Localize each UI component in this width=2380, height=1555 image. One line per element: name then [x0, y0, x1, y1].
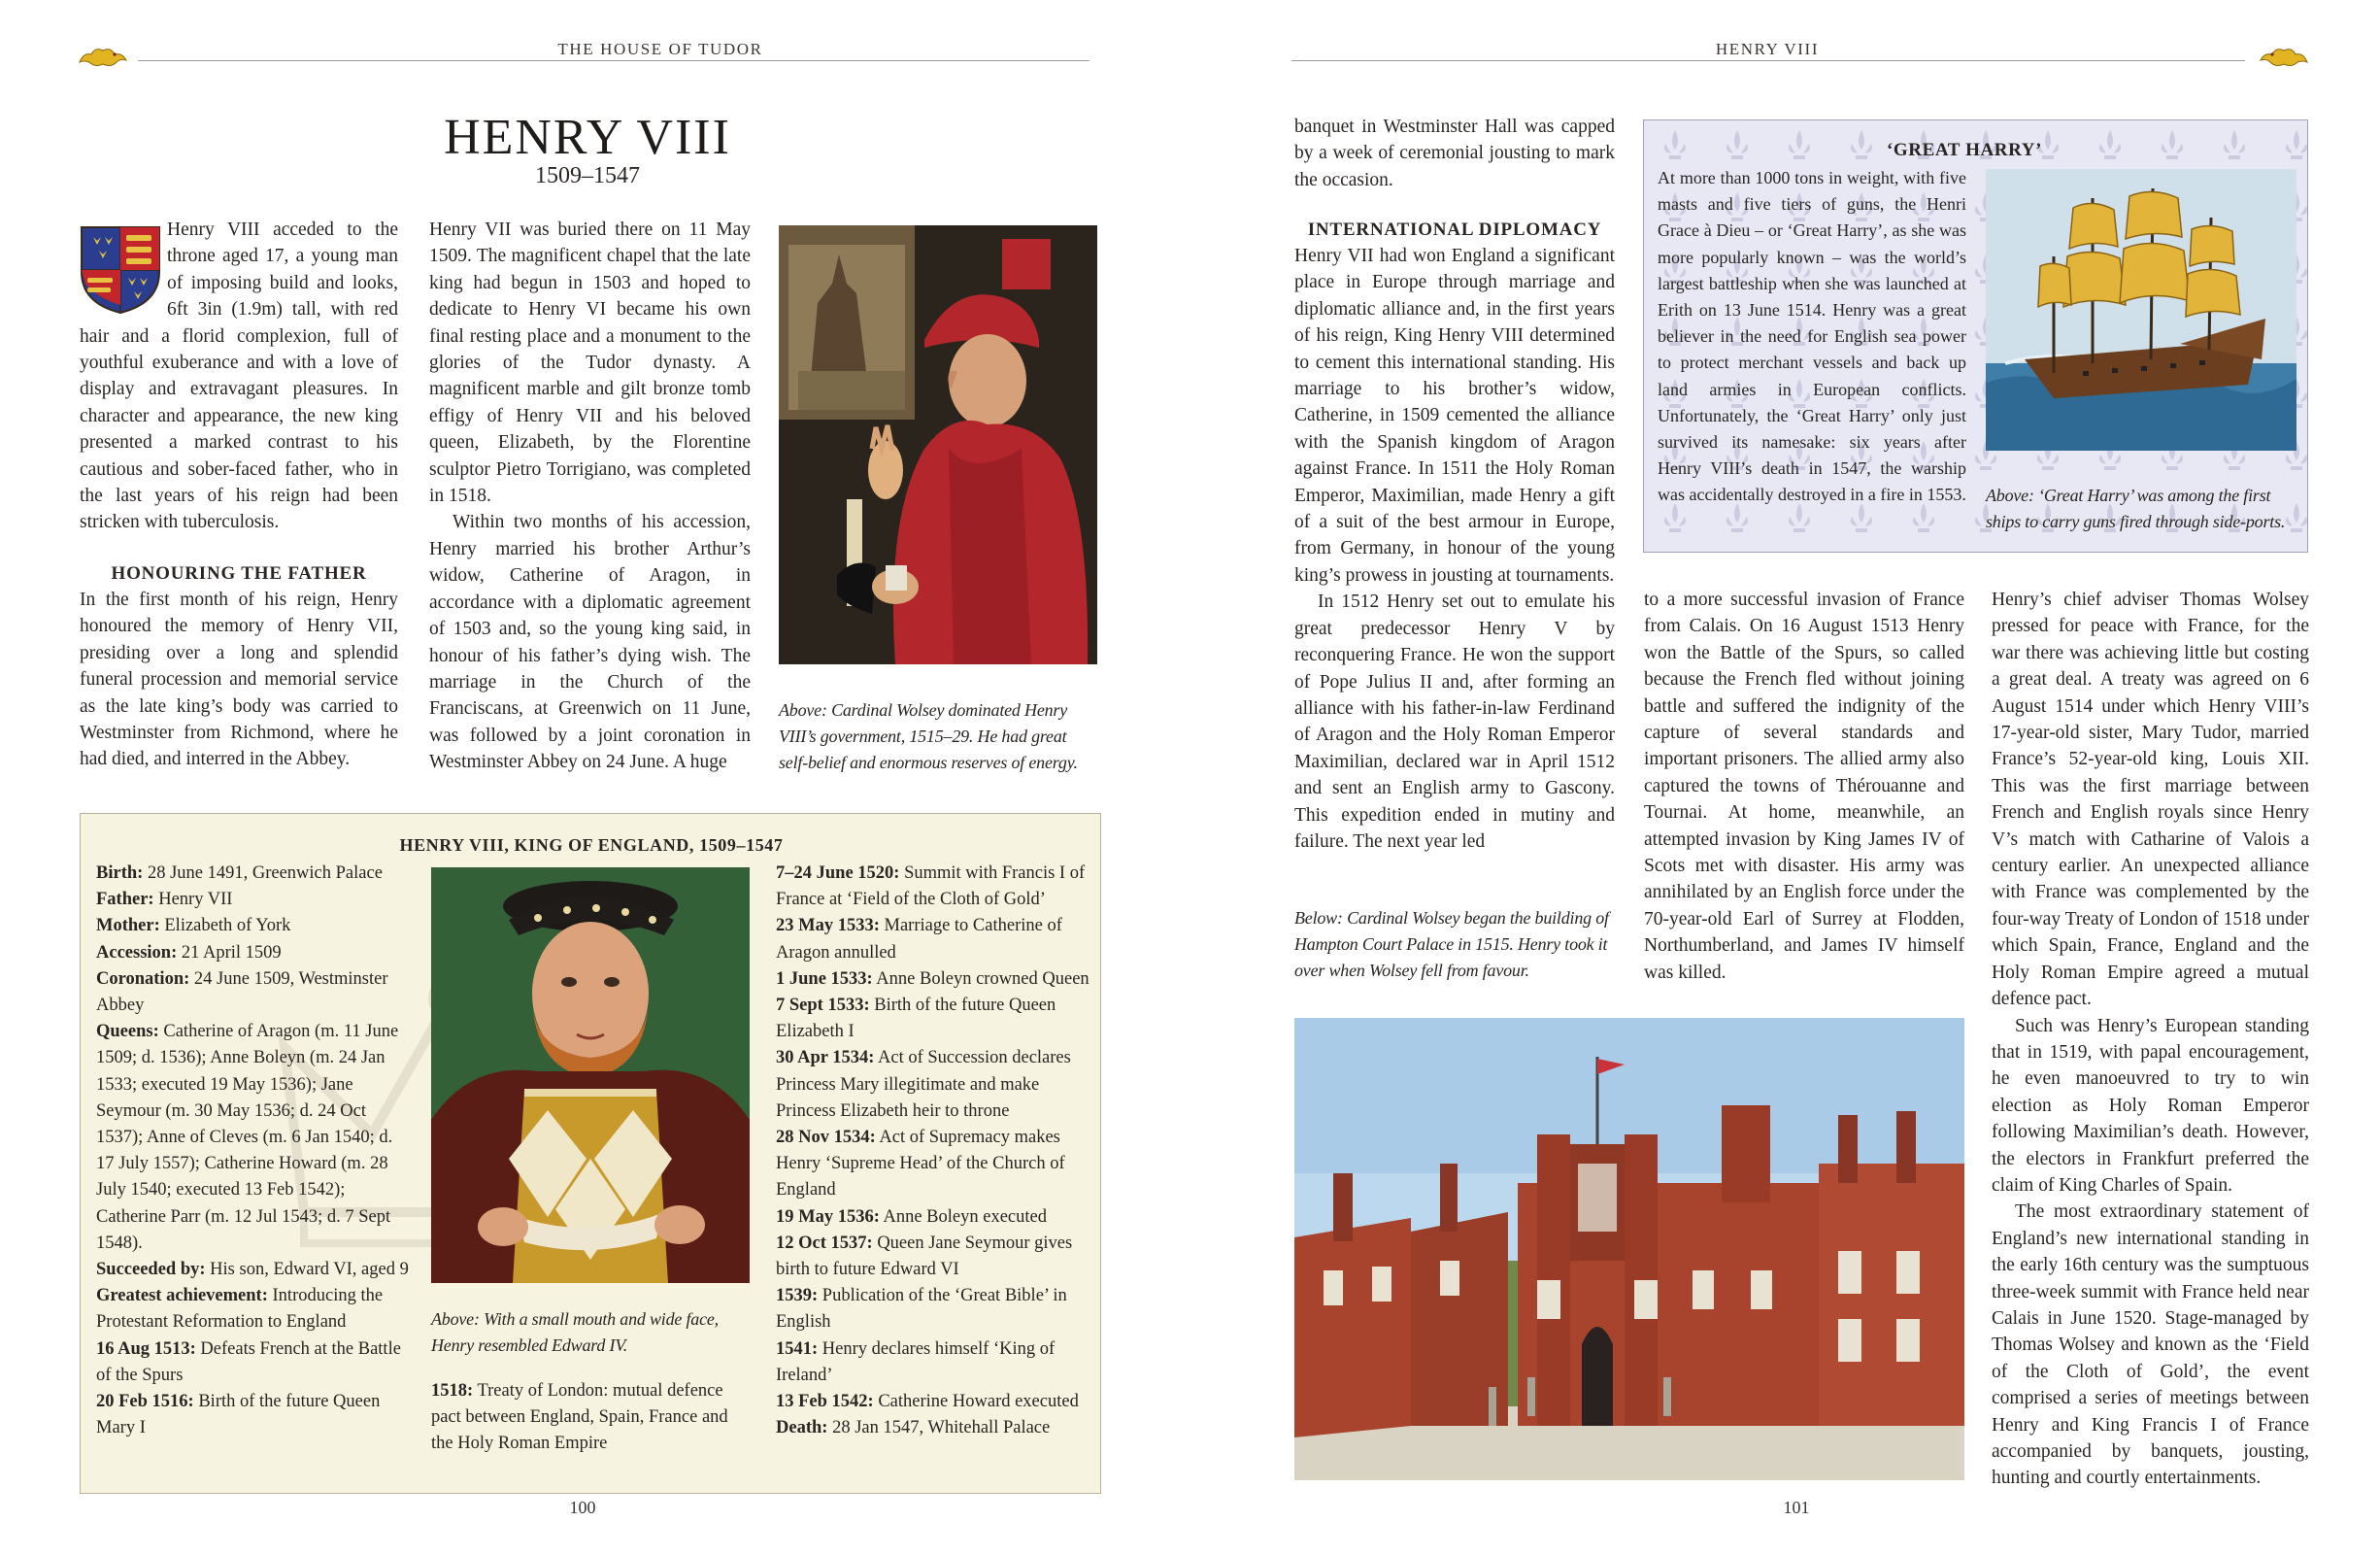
- timeline-entry: [776, 1231, 1092, 1283]
- timeline-text: Treaty of London: mutual defence pact between England, Spain, France and the Holy Roman Empire: [431, 1381, 728, 1454]
- timeline-entry: [96, 1257, 409, 1283]
- timeline-entry: [776, 1125, 1092, 1204]
- timeline-entry: [776, 1204, 1092, 1231]
- timeline-label: Father:: [96, 890, 154, 910]
- timeline-text: Act of Supremacy makes Henry ‘Supreme Head’ of the Church of England: [776, 1128, 1065, 1200]
- timeline-label: 1518:: [431, 1381, 474, 1401]
- wolsey-portrait: [779, 225, 1097, 664]
- invasion-paragraph: In 1512 Henry set out to emulate his great predecessor Henry V by reconquering France. He won the support of Pope Julius II and, after forming an alliance with his father-in-law Ferdinand of Aragon and the Holy Roman Emperor Maximilian, declared war in April 1512 and sent an English army to Gascony. This expedition ended in mutiny and failure. The next year led: [1294, 592, 1615, 852]
- wolsey-caption: Above: Cardinal Wolsey dominated Henry VIII’s government, 1515–29. He had great self-belief and enormous reserves of energy.: [779, 700, 1078, 772]
- summit-paragraph: The most extraordinary statement of England’s new international standing in the early 16th century was the sumptuous three-week summit with France held near Calais in June 1520. Stage-managed by Thomas Wolsey and known as the ‘Field of the Cloth of Gold’, the event comprised a series of meetings between Henry and King Francis I of France accompanied by banquets, jousting, hunting and courtly entertainments.: [1992, 1201, 2309, 1489]
- spurs-paragraph: to a more successful invasion of France from Calais. On 16 August 1513 Henry won the Battle of the Spurs, so called because the French fled without joining battle and suffered the indignity of the capture of several standards and important prisoners. The allied army also captured the towns of Thérouanne and Tournai. At home, meanwhile, an attempted invasion by King James IV of Scots met with disaster. His army was annihilated by an English force under the 70-year-old Earl of Surrey at Flodden, Northumberland, and James IV himself was killed.: [1644, 590, 1964, 983]
- arms-float: [80, 217, 167, 310]
- timeline-entry: [96, 1019, 409, 1257]
- right-running-head: HENRY VIII: [1715, 40, 1820, 58]
- portrait-caption: Above: With a small mouth and wide face, Henry resembled Edward IV.: [431, 1309, 719, 1355]
- timeline-label: 23 May 1533:: [776, 916, 880, 936]
- great-harry-ship-image: [1986, 169, 2296, 451]
- timeline-label: 30 Apr 1534:: [776, 1048, 875, 1068]
- timeline-text: Act of Succession declares Princess Mary illegitimate and make Princess Elizabeth heir to throne: [776, 1048, 1071, 1121]
- honouring-column: [80, 587, 398, 773]
- timeline-entry: [96, 966, 409, 1019]
- timeline-text: Elizabeth of York: [159, 916, 291, 936]
- timeline-entry: [776, 1336, 1092, 1389]
- timeline-entry: [96, 1389, 409, 1441]
- reign-years: 1509–1547: [535, 163, 640, 188]
- heraldic-beast-icon: [78, 45, 128, 70]
- timeline-entry: [776, 913, 1092, 965]
- timeline-text: Marriage to Catherine of Aragon annulled: [776, 916, 1062, 963]
- timeline-text: Defeats French at the Battle of the Spurs: [96, 1338, 401, 1385]
- heraldic-beast-icon: [2259, 45, 2309, 70]
- timeline-text: 24 June 1509, Westminster Abbey: [96, 968, 388, 1016]
- right-page-header: [1291, 37, 2313, 66]
- panel-col2-extra: [431, 1378, 752, 1458]
- left-header-rule: [138, 60, 1089, 61]
- timeline-entry: [96, 940, 409, 966]
- ship-box-text: At more than 1000 tons in weight, with five masts and five tiers of guns, the Henri Grace à Dieu – or ‘Great Harry’, as she was more popularly known – was the world’s largest battleship when she was launched at Erith on 13 June 1514. Henry was a great believer in the need for English sea power to protect merchant vessels and back up land armies in European conflicts. Unfortunately, the ‘Great Harry’ only just survived its namesake: six years after Henry VIII’s death in 1547, the warship was accidentally destroyed in a fire in 1553.: [1658, 168, 1966, 505]
- fact-panel: [80, 813, 1101, 1494]
- timeline-text: Publication of the ‘Great Bible’ in English: [776, 1286, 1067, 1333]
- timeline-entry: [776, 1045, 1092, 1125]
- timeline-entry: [776, 966, 1092, 993]
- timeline-text: 28 Jan 1547, Whitehall Palace: [827, 1418, 1051, 1438]
- timeline-label: 12 Oct 1537:: [776, 1233, 873, 1253]
- burial-column: [429, 217, 751, 776]
- timeline-text: Anne Boleyn crowned Queen: [872, 968, 1089, 989]
- page-title: HENRY VIII: [444, 110, 731, 165]
- timeline-entry: [96, 861, 409, 887]
- timeline-entry: [96, 887, 409, 913]
- intro-column: [80, 217, 398, 536]
- timeline-label: 16 Aug 1513:: [96, 1338, 196, 1359]
- timeline-text: Introducing the Protestant Reformation to England: [96, 1286, 384, 1333]
- timeline-entry: [431, 1378, 752, 1458]
- diplomacy-column: [1294, 243, 1615, 855]
- timeline-text: His son, Edward VI, aged 9: [205, 1260, 409, 1280]
- henry-portrait: [431, 867, 750, 1283]
- timeline-label: 1539:: [776, 1286, 819, 1306]
- timeline-entry: [96, 1336, 409, 1389]
- timeline-text: Birth of the future Queen Mary I: [96, 1392, 381, 1438]
- timeline-label: 7 Sept 1533:: [776, 996, 870, 1016]
- peace-paragraph: Henry’s chief adviser Thomas Wolsey pressed for peace with France, for the war there was achieving little but costing a great deal. A treaty was agreed on 6 August 1514 under which Henry VIII’s 17-year-old sister, Mary Tudor, married France’s 52-year-old king, Louis XII. This was the first marriage between French and English royals since Henry V’s match with Catharine of Valois a century earlier. An unexpected alliance with France was complemented by the four-way Treaty of London of 1518 under which Spain, France, England and the Holy Roman Empire agreed a mutual defence pact.: [1992, 590, 2309, 1010]
- timeline-label: Accession:: [96, 942, 178, 963]
- subhead-diplomacy: INTERNATIONAL DIPLOMACY: [1307, 220, 1602, 240]
- banquet-paragraph: banquet in Westminster Hall was capped by a week of ceremonial jousting to mark the occasion.: [1294, 117, 1615, 190]
- left-page-number: 100: [569, 1498, 596, 1517]
- timeline-entry: [776, 993, 1092, 1045]
- great-harry-box: [1643, 119, 2308, 553]
- ship-box-title: ‘GREAT HARRY’: [1886, 140, 2042, 160]
- timeline-entry: [96, 913, 409, 939]
- timeline-entry: [776, 1389, 1092, 1415]
- emperor-paragraph: Such was Henry’s European standing that in 1519, with papal encouragement, he even manoeuvred to try to win election as Holy Roman Emperor following Maximilian’s death. However, the electors in Frankfurt preferred the claim of King Charles of Spain.: [1992, 1015, 2309, 1196]
- timeline-label: Greatest achievement:: [96, 1286, 268, 1306]
- timeline-label: Succeeded by:: [96, 1260, 206, 1280]
- timeline-label: 7–24 June 1520:: [776, 863, 900, 883]
- hampton-caption: Below: Cardinal Wolsey began the building of Hampton Court Palace in 1515. Henry took it over when Wolsey fell from favour.: [1294, 908, 1609, 980]
- timeline-entry: [776, 1283, 1092, 1335]
- timeline-entry: [776, 1415, 1092, 1441]
- left-running-head: THE HOUSE OF TUDOR: [557, 40, 763, 58]
- diplomacy-paragraph: Henry VII had won England a significant place in Europe through marriage and diplomatic alliance and, in the first years of his reign, King Henry VIII determined to cement this international standing. His marriage to his brother’s widow, Catherine, in 1509 cemented the alliance with the Spanish kingdom of Aragon against France. In 1511 the Holy Roman Emperor, Maximilian, made Henry a gift of a suit of the best armour in Europe, from Germany, in honour of the young king’s prowess in jousting at tournaments.: [1294, 246, 1615, 586]
- timeline-label: Coronation:: [96, 968, 190, 989]
- ship-caption: Above: ‘Great Harry’ was among the first ships to carry guns fired through side-ports.: [1986, 486, 2286, 531]
- timeline-label: Birth:: [96, 863, 144, 883]
- timeline-text: Queen Jane Seymour gives birth to future Edward VI: [776, 1233, 1073, 1280]
- timeline-label: 19 May 1536:: [776, 1206, 880, 1227]
- timeline-text: 21 April 1509: [177, 942, 282, 963]
- right-page-number: 101: [1783, 1498, 1810, 1517]
- timeline-text: Catherine of Aragon (m. 11 June 1509; d. 1536); Anne Boleyn (m. 24 Jan 1533; executed 19 May 1536); Jane Seymour (m. 30 May 1536; d. 24 Oct 1537); Anne of Cleves (m. 6 Jan 1540; d. 17 July 1557); Catherine Howard (m. 28 July 1540; executed 13 Feb 1542); Catherine Parr (m. 12 Jul 1543; d. 7 Sept 1548).: [96, 1022, 399, 1253]
- panel-col1: [96, 861, 409, 1441]
- timeline-label: Mother:: [96, 916, 160, 936]
- panel-title: HENRY VIII, KING OF ENGLAND, 1509–1547: [399, 835, 784, 855]
- timeline-text: Summit with Francis I of France at ‘Field of the Cloth of Gold’: [776, 863, 1086, 910]
- timeline-text: Henry VII: [153, 890, 233, 910]
- timeline-label: 28 Nov 1534:: [776, 1128, 876, 1148]
- left-page-header: [78, 37, 1088, 66]
- burial-paragraph: Henry VII was buried there on 11 May 1509. The magnificent chapel that the late king had begun in 1503 and hoped to dedicate to Henry VI became his own final resting place and a monument to the glories of the Tudor dynasty. A magnificent marble and gilt bronze tomb effigy of Henry VII and his beloved queen, Elizabeth, by the Florentine sculptor Pietro Torrigiano, was completed in 1518.: [429, 220, 751, 507]
- timeline-label: 13 Feb 1542:: [776, 1392, 874, 1412]
- timeline-text: 28 June 1491, Greenwich Palace: [143, 863, 383, 883]
- timeline-text: Birth of the future Queen Elizabeth I: [776, 996, 1056, 1042]
- intro-paragraph: Henry VIII acceded to the throne aged 17, a young man of imposing build and looks, 6ft 3in (1.9m) tall, with red hair and a florid complexion, full of youthful exuberance and with a love of display and extravagant pleasures. In character and appearance, the new king presented a marked contrast to his cautious and sober-faced father, who in the last years of his reign had been stricken with tuberculosis.: [80, 220, 398, 533]
- spurs-column: [1644, 587, 1964, 986]
- timeline-text: Catherine Howard executed: [873, 1392, 1079, 1412]
- timeline-entry: [776, 861, 1092, 913]
- timeline-label: 1541:: [776, 1338, 819, 1359]
- timeline-label: Death:: [776, 1418, 828, 1438]
- timeline-label: 20 Feb 1516:: [96, 1392, 194, 1412]
- panel-col3: [776, 861, 1092, 1441]
- timeline-entry: [96, 1283, 409, 1335]
- timeline-label: 1 June 1533:: [776, 968, 873, 989]
- marriage-paragraph: Within two months of his accession, Henry married his brother Arthur’s widow, Catherine of Aragon, in accordance with a diplomatic agreement of 1503 and, so the young king said, in honour of his father’s dying wish. The marriage in the Church of the Franciscans, at Greenwich on 11 June, was followed by a joint coronation in Westminster Abbey on 24 June. A huge: [429, 512, 751, 773]
- banquet-column: [1294, 114, 1615, 193]
- subhead-honouring: HONOURING THE FATHER: [111, 563, 367, 584]
- hampton-court-image: [1294, 1018, 1964, 1480]
- timeline-text: Anne Boleyn executed: [879, 1206, 1047, 1227]
- wolsey-peace-column: [1992, 587, 2309, 1492]
- timeline-text: Henry declares himself ‘King of Ireland’: [776, 1338, 1056, 1385]
- right-header-rule: [1291, 60, 2245, 61]
- timeline-label: Queens:: [96, 1022, 159, 1042]
- honouring-paragraph: In the first month of his reign, Henry honoured the memory of Henry VII, presiding over a long and splendid funeral procession and memorial service as the late king’s body was carried to Westminster from Richmond, where he had died, and interred in the Abbey.: [80, 590, 398, 770]
